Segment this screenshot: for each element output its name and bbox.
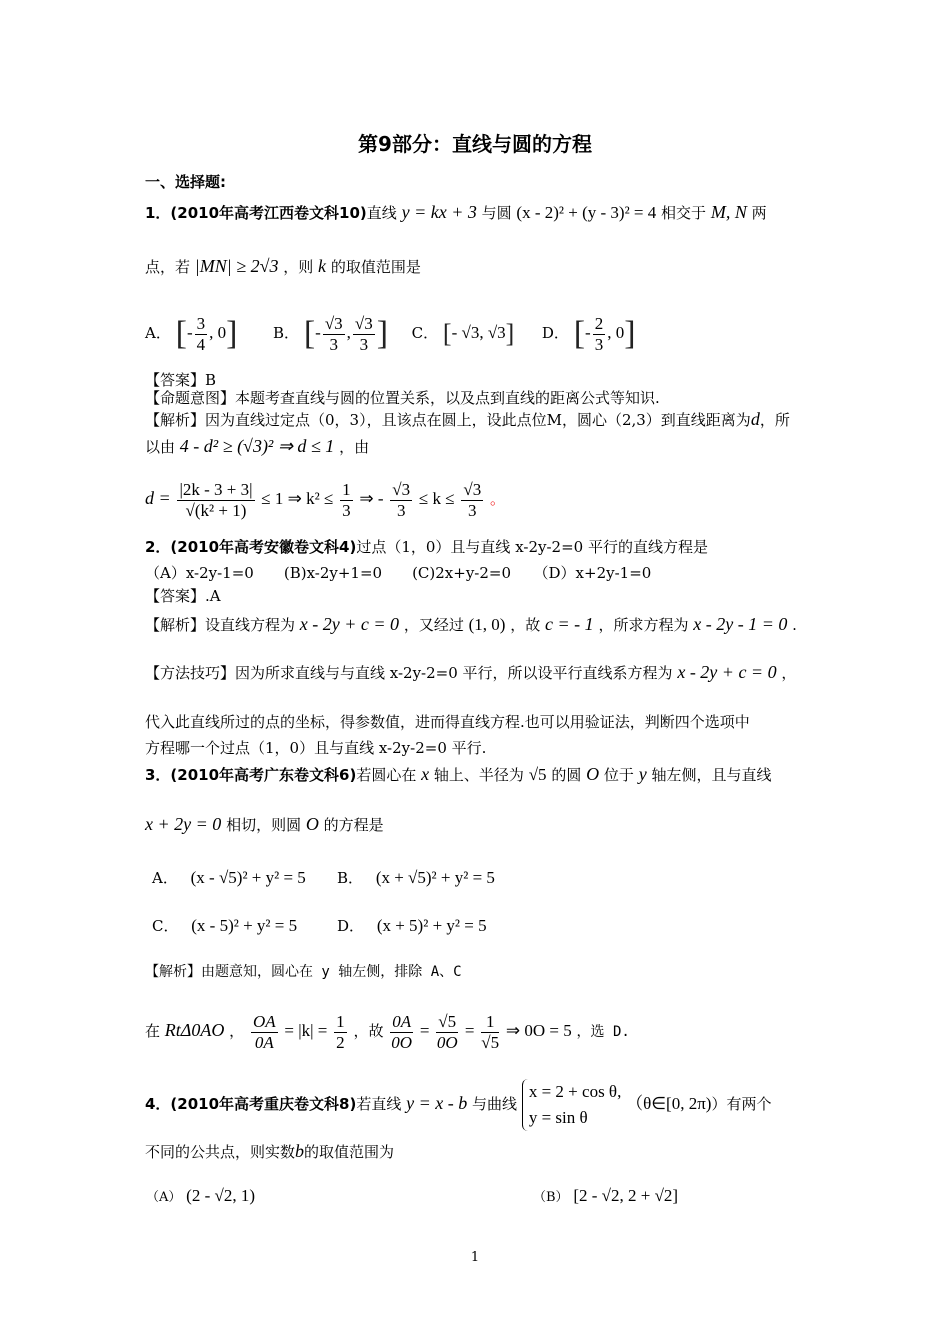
q2-text: 过点（1，0）且与直线 x-2y-2=0 平行的直线方程是: [356, 538, 708, 556]
option-a-label: A．: [145, 324, 171, 342]
option-a: [- $\frac{3}{4}$ , 0]: [175, 313, 238, 354]
q3-line2: [145, 814, 384, 835]
q2-text: ，又经过: [403, 616, 464, 634]
q1-formula: [145, 470, 505, 526]
q3-option-c: [152, 916, 297, 936]
q3-math: =: [419, 1021, 430, 1040]
option-c-text: (x - 5)² + y² = 5: [191, 916, 298, 935]
fraction-denominator: 0O: [436, 1032, 458, 1052]
q2-math: c = - 1: [545, 614, 594, 634]
formula-denominator: 3: [468, 500, 477, 520]
q3-source: 3．(2010年高考广东卷文科6): [145, 766, 357, 784]
q2-math: x - 2y - 1 = 0: [693, 614, 788, 634]
q3-text: 若圆心在: [356, 766, 417, 784]
q1-text: 【解析】因为直线过定点（0，3），且该点在圆上，设此点位M，圆心（2,3）到直线距离为: [145, 411, 751, 429]
fraction-denominator: √5: [481, 1032, 500, 1052]
fraction-numerator: 0A: [392, 1011, 412, 1031]
q1-text: 的取值范围是: [330, 258, 421, 276]
option-c: [- √3, √3]: [442, 319, 515, 348]
q1-line2: [145, 256, 421, 277]
option-d-label: D．: [337, 917, 365, 935]
q3-analysis: 【解析】由题意知，圆心在 y 轴左侧，排除 A、C: [145, 964, 462, 980]
q3-math: O: [305, 814, 319, 834]
q1-analysis-line2: [145, 436, 369, 457]
q3-math: y: [638, 764, 647, 784]
q4-equation-system: [522, 1079, 621, 1131]
q3-math: O: [586, 764, 600, 784]
formula-numerator: √3: [463, 479, 482, 499]
q1-inequality: 4 - d² ≥ (√3)² ⇒ d ≤ 1: [179, 436, 335, 456]
option-b: [- $\frac{√3}{3}$ , $\frac{√3}{3}$ ]: [303, 313, 389, 354]
q1-text: 两: [751, 204, 767, 222]
option-a-label: （A）: [146, 1190, 182, 1205]
fraction-denominator: 0O: [391, 1032, 413, 1052]
q4-math: （θ∈[0, 2π): [626, 1094, 712, 1113]
q1-source: 1．(2010年高考江西卷文科10): [145, 204, 367, 222]
q4-line2: [145, 1141, 394, 1162]
q2-text: ，: [781, 664, 797, 682]
q4-option-b: [533, 1176, 678, 1208]
q1-analysis-line1: [145, 409, 790, 430]
q2-text: ，所求方程为: [598, 616, 689, 634]
q4-line1: [145, 1072, 771, 1134]
q2-line1: [145, 537, 708, 557]
q2-source: 2．(2010年高考安徽卷文科4): [145, 538, 357, 556]
q1-condition: |MN| ≥ 2√3: [194, 256, 279, 276]
q1-answer: 【答案】B: [145, 371, 217, 389]
q1-variable-d: d: [750, 409, 760, 429]
formula-denominator: 3: [396, 500, 406, 520]
formula-part: ≤ 1 ⇒ k² ≤: [261, 489, 334, 508]
q3-math: RtΔ0AO: [164, 1020, 225, 1040]
q1-text: ，由: [339, 438, 370, 456]
q4-text: ）有两个: [711, 1095, 772, 1113]
q4-text: 不同的公共点，则实数: [145, 1143, 296, 1161]
q2-text: ，故: [510, 616, 541, 634]
q2-text: 【方法技巧】因为所求直线与与直线 x-2y-2=0 平行，所以设平行直线系方程为: [145, 664, 673, 682]
q1-text: ，所: [759, 411, 790, 429]
option-a-label: A．: [152, 869, 178, 887]
q4-text: 的取值范围为: [304, 1143, 395, 1161]
q2-text: .: [792, 616, 797, 634]
q1-variable-k: k: [318, 256, 327, 276]
q1-intent: 【命题意图】本题考查直线与圆的位置关系，以及点到直线的距离公式等知识.: [145, 389, 660, 407]
fraction-numerator: 1: [481, 1012, 499, 1033]
q1-text: 点，若: [145, 258, 191, 276]
q3-solution: [145, 1002, 630, 1058]
q1-text: ，则: [283, 258, 314, 276]
formula-end: 。: [490, 490, 506, 508]
q4-option-a: [146, 1176, 255, 1208]
q2-tip-line2: 代入此直线所过的点的坐标，得参数值，进而得直线方程.也可以用验证法，判断四个选项中: [145, 713, 750, 731]
q3-math: =: [464, 1021, 475, 1040]
q3-text: ，: [229, 1022, 245, 1040]
option-c-label: C．: [152, 917, 179, 935]
q3-text: 轴上、半径为: [433, 766, 524, 784]
fraction-denominator: 0A: [254, 1032, 274, 1052]
q3-option-a: [152, 868, 306, 888]
page-number: 1: [470, 1250, 480, 1265]
q2-tip-line1: [145, 662, 796, 683]
option-d: [- $\frac{2}{3}$ , 0]: [573, 313, 636, 354]
q1-line1: [145, 202, 767, 223]
option-d-label: D．: [541, 324, 569, 342]
q3-text: ，选 D.: [576, 1024, 630, 1040]
q3-text: 位于: [603, 766, 634, 784]
fraction-numerator: OA: [252, 1011, 276, 1031]
q3-math: = |k| =: [284, 1021, 328, 1040]
q2-text: 【解析】设直线方程为: [145, 616, 296, 634]
q3-line1: [145, 764, 772, 785]
q3-text: 轴左侧，且与直线: [651, 766, 772, 784]
q1-text: 以由: [145, 438, 176, 456]
formula-numerator: √3: [392, 479, 411, 499]
q1-line-eq: y = kx + 3: [401, 202, 477, 222]
option-c-label: C．: [411, 324, 439, 342]
q1-text: 直线: [366, 204, 397, 222]
formula-numerator: |2k - 3 + 3|: [179, 479, 253, 499]
q1-circle-eq: (x - 2)² + (y - 3)² = 4: [516, 203, 657, 222]
q3-math: x + 2y = 0: [145, 814, 222, 834]
option-b-label: （B）: [533, 1190, 569, 1205]
q3-text: 的圆: [551, 766, 582, 784]
formula-denominator: 3: [342, 500, 351, 520]
section-heading: 一、选择题:: [145, 173, 226, 191]
q3-math: x: [421, 764, 430, 784]
fraction-numerator: 1: [336, 1011, 345, 1031]
system-line: x = 2 + cos θ,: [528, 1082, 622, 1101]
option-b-label: B．: [273, 324, 300, 342]
q3-text: 在: [145, 1022, 161, 1040]
q3-math: √5: [528, 765, 547, 784]
fraction-numerator: √5: [438, 1011, 457, 1031]
q1-text: 与圆: [481, 204, 512, 222]
fraction-denominator: 2: [336, 1032, 345, 1052]
option-b-text: [2 - √2, 2 + √2]: [573, 1186, 679, 1205]
q1-text: 相交于: [661, 204, 707, 222]
q2-answer: 【答案】.A: [145, 587, 221, 605]
q4-math: y = x - b: [406, 1093, 468, 1113]
formula-part: ≤ k ≤: [418, 489, 455, 508]
q1-options: [145, 306, 636, 360]
q2-math: (1, 0): [468, 615, 506, 634]
option-a-text: (2 - √2, 1): [186, 1186, 255, 1205]
option-a-text: (x - √5)² + y² = 5: [190, 868, 306, 887]
q3-text: ，故: [353, 1022, 384, 1040]
q4-math: b: [295, 1141, 305, 1161]
q2-math: x - 2y + c = 0: [677, 662, 777, 682]
q3-text: 的方程是: [323, 816, 384, 834]
system-line: y = sin θ: [528, 1108, 588, 1127]
formula-part: ⇒ -: [359, 489, 384, 508]
q3-math: ⇒ 0O = 5: [505, 1021, 572, 1040]
option-b-label: B．: [337, 869, 364, 887]
page-title: 第9部分：直线与圆的方程: [358, 132, 592, 156]
q2-analysis: [145, 614, 797, 635]
option-b-text: (x + √5)² + y² = 5: [375, 868, 495, 887]
q3-text: 相切，则圆: [226, 816, 302, 834]
formula-part: d =: [145, 488, 171, 508]
q2-tip-line3: 方程哪一个过点（1，0）且与直线 x-2y-2=0 平行.: [145, 739, 487, 757]
q4-text: 与曲线: [472, 1095, 518, 1113]
q2-options: （A）x-2y-1=0 (B)x-2y+1=0 (C)2x+y-2=0 （D）x+2y-1=0: [145, 564, 652, 582]
option-c-text: - √3, √3: [451, 323, 506, 342]
q3-option-b: [337, 868, 495, 888]
q4-text: 若直线: [356, 1095, 402, 1113]
q1-points: M, N: [710, 202, 747, 222]
formula-denominator: √(k² + 1): [185, 500, 247, 520]
q4-source: 4．(2010年高考重庆卷文科8): [145, 1095, 357, 1113]
q3-option-d: [337, 916, 487, 936]
option-d-text: (x + 5)² + y² = 5: [376, 916, 487, 935]
formula-numerator: 1: [342, 479, 351, 499]
q2-math: x - 2y + c = 0: [299, 614, 400, 634]
